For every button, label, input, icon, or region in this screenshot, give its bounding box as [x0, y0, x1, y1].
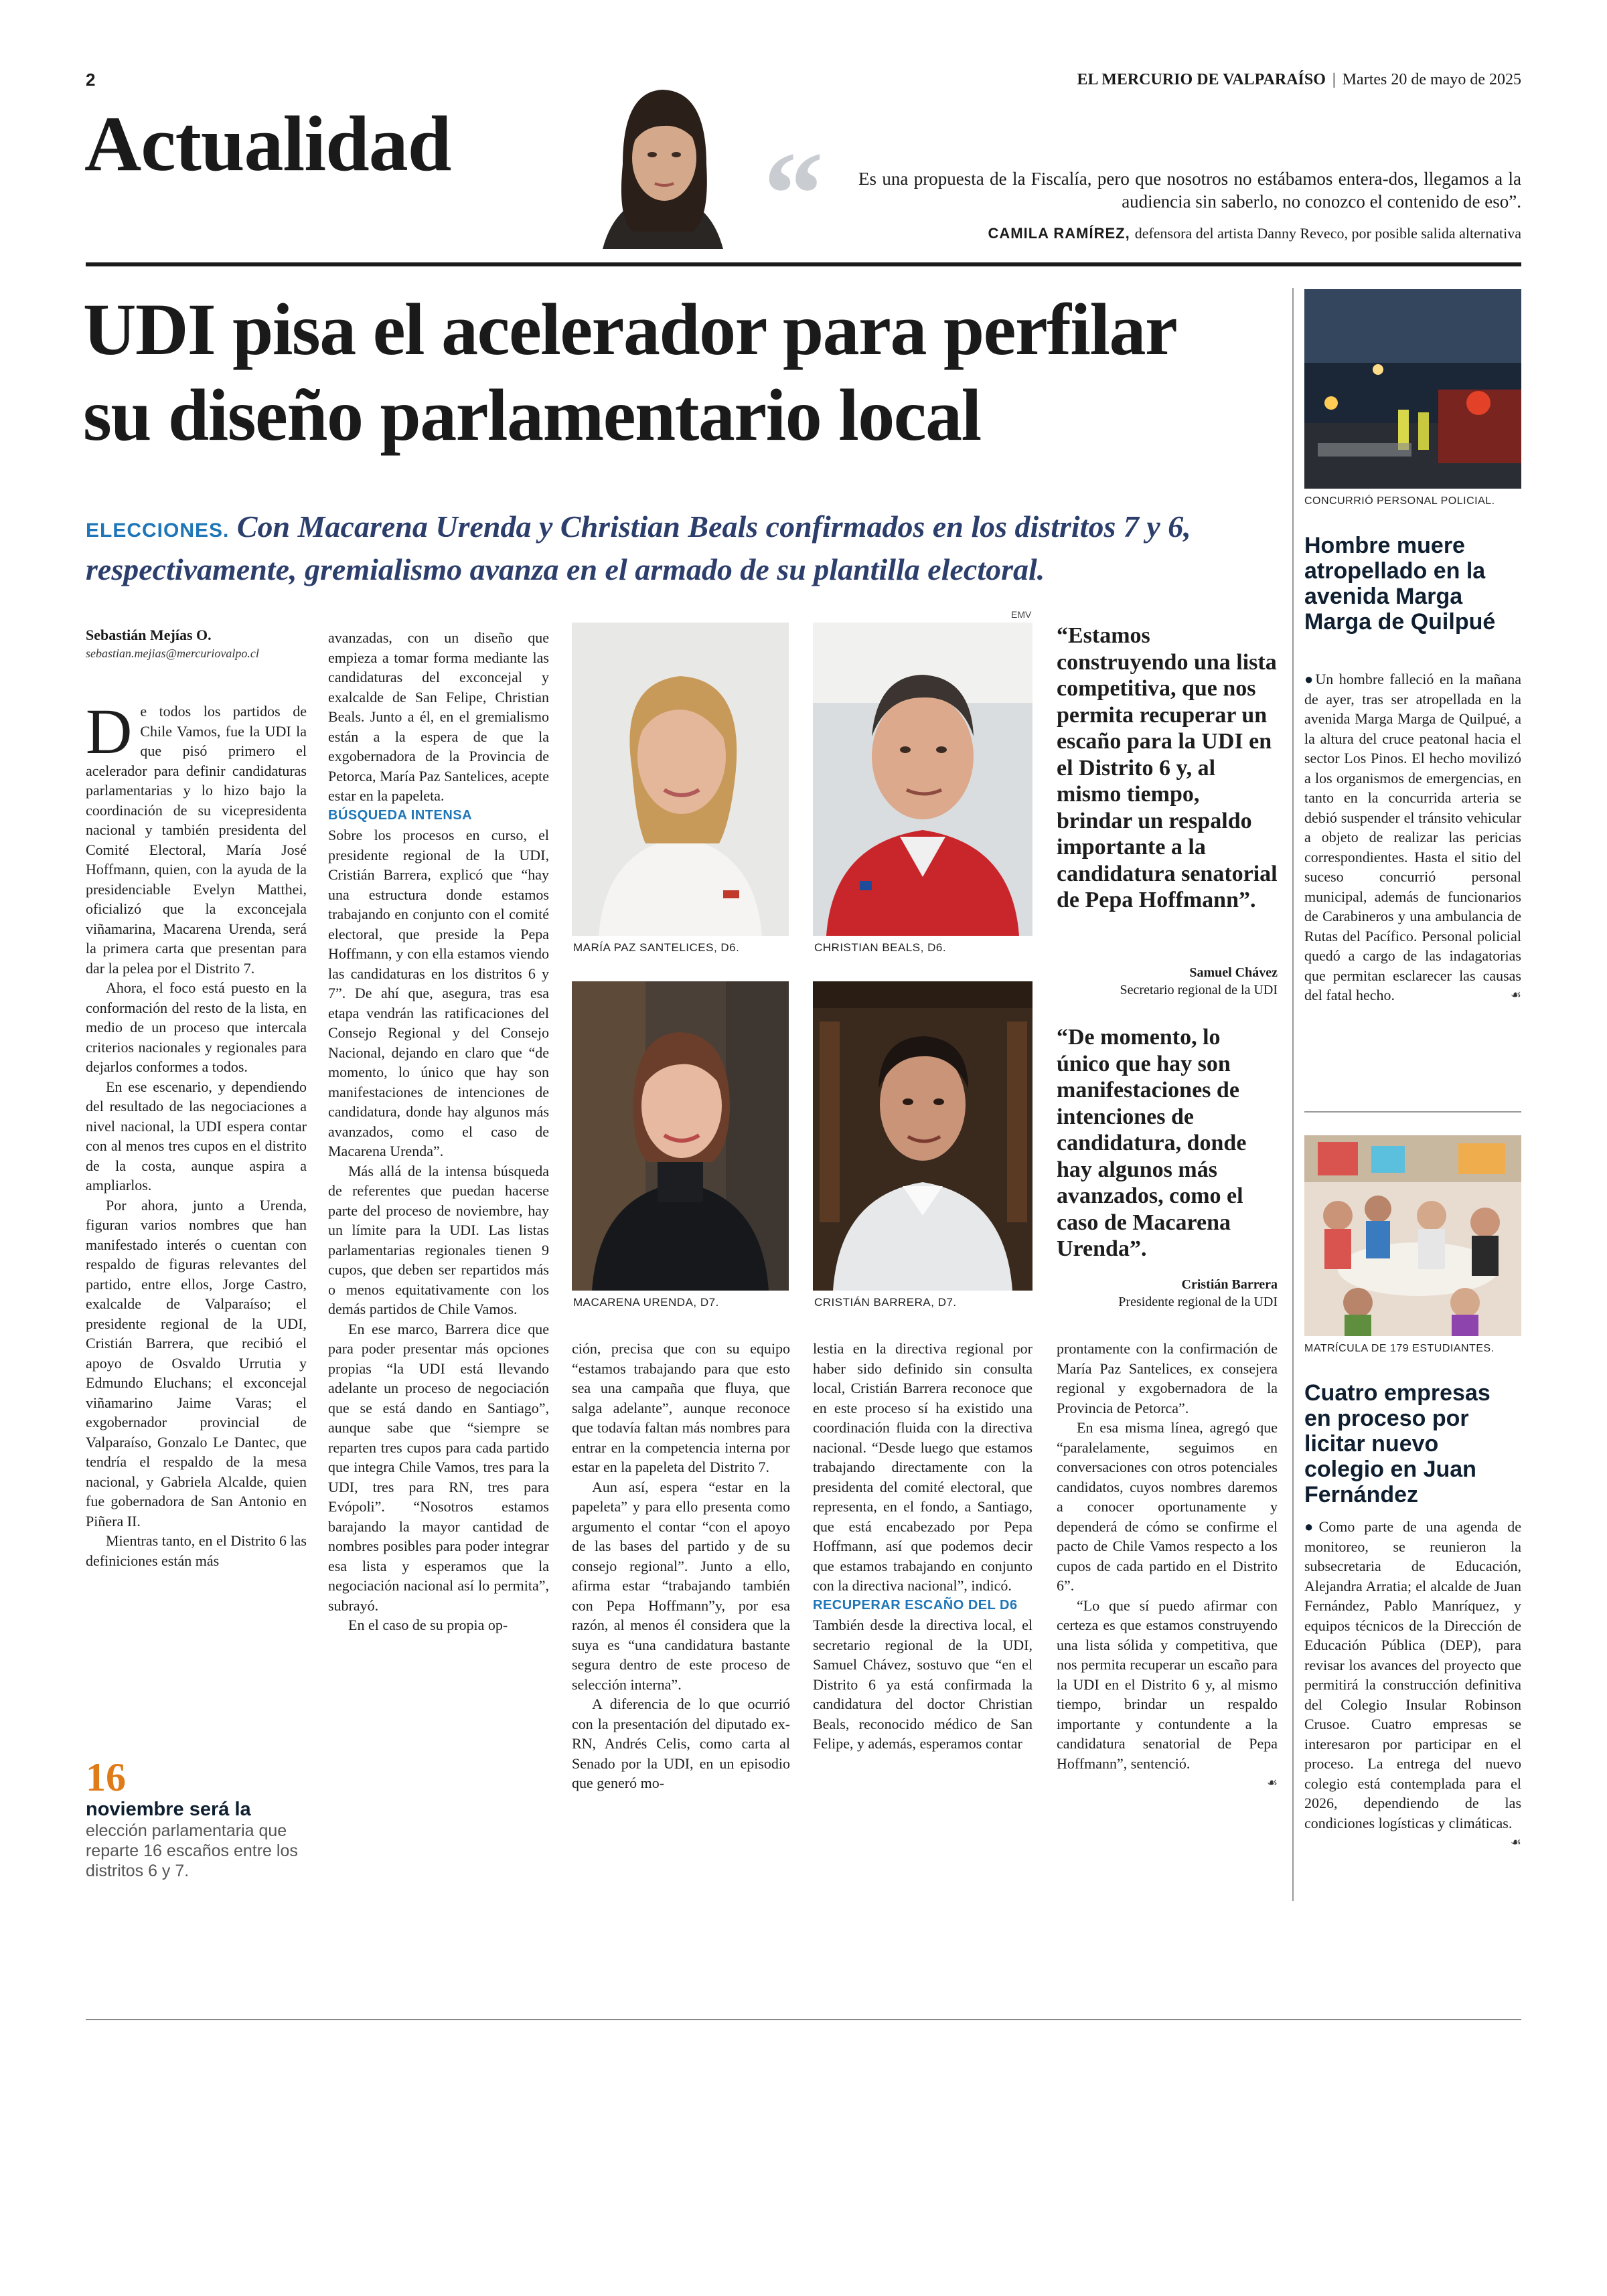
- caption-urenda: MACARENA URENDA, D7.: [573, 1296, 719, 1309]
- newspaper-name: EL MERCURIO DE VALPARAÍSO: [1077, 71, 1326, 88]
- bullet-icon: ●: [1304, 1518, 1319, 1535]
- drop-cap: D: [86, 695, 133, 767]
- paragraph: Ahora, el foco está puesto en la conformación del resto de la lista, en medio de un proceso que intercala criterios nacionales y regionales para dejarlos conformes a todos.: [86, 979, 307, 1075]
- header-portrait: [576, 64, 750, 249]
- end-mark-icon: ☙: [1510, 988, 1521, 1002]
- kicker: ELECCIONES.: [86, 519, 230, 542]
- paragraph: En el caso de su propia op-: [348, 1617, 508, 1633]
- sidebar-body-1-text: Un hombre falleció en la mañana de ayer, tras ser atropellada en la avenida Marga Marga de Quilpué, a la altura del cruce peatonal hacia el sector Los Pinos. El hecho movilizó a los organismos de emergencias, en tanto en la concurrida arteria se debió suspender el tránsito vehicular a objeto de realizar las pericias correspondientes. Hasta el sitio del suceso concurrió personal municipal, además de funcionarios de Carabineros y una ambulancia de Rutas del Pacífico. Personal policial quedó a cargo de las indagatorias que permitan esclarecer las causas del fatal hecho.: [1304, 671, 1521, 1003]
- top-quote-role: defensora del artista Danny Reveco, por posible salida alternativa: [1134, 225, 1521, 242]
- paragraph: lestia en la directiva regional por haber sido definido sin consulta local, Cristián Barrera reconoce que en este proceso sí ha existido una coordinación fluida con la directiva nacional. “Desde luego que estamos trabajando directamente con la presidenta del comité electoral, que representa, en el fondo, a Santiago, que está encabezado por Pepa Hoffmann, así que podemos decir que estamos trabajando en conjunto con la directiva nacional”, indicó.: [813, 1340, 1032, 1594]
- paragraph: En ese marco, Barrera dice que para poder presentar más opciones propias “la UDI está llevando adelante un proceso de negociación que se está dando en Santiago”, aunque sabe que “siempre se reparten tres cupos para cada partido que integra Chile Vamos, tres para la UDI, tres para RN, tres para Evópoli”. “Nosotros estamos barajando la mayor cantidad de nombres posibles para poder integrar esa lista y esperamos que la negociación nacional así lo permita”, subrayó.: [328, 1320, 549, 1614]
- factbox-title: noviembre será la: [86, 1799, 251, 1820]
- quote-mark-icon: “: [763, 127, 824, 260]
- top-quote-attribution: [988, 225, 1521, 242]
- top-quote-name: CAMILA RAMÍREZ,: [988, 225, 1130, 242]
- footer-rule: [86, 2019, 1521, 2020]
- header-rule: [86, 262, 1521, 266]
- photo-urenda: [572, 981, 789, 1291]
- paragraph: ción, precisa que con su equipo “estamos trabajando para que esto sea una campaña que fluya, que salga adelante”, aunque reconoce que todavía faltan más nombres para entrar en la competencia interna por estar en la papeleta del Distrito 7.: [572, 1340, 790, 1475]
- paragraph: Más allá de la intensa búsqueda de referentes que puedan hacerse parte del proceso de noviembre, hay un límite para la UDI. Las listas parlamentarias regionales tienen 9 cupos, que deben ser repartidos más o menos equitativamente con los demás partidos de Chile Vamos.: [328, 1162, 549, 1317]
- bullet-icon: ●: [1304, 671, 1316, 687]
- paragraph: En ese escenario, y dependiendo del resultado de las negociaciones a nivel nacional, la UDI espera contar con al menos tres cupos en el distrito de la costa, aunque aspira a ampliarlos.: [86, 1078, 307, 1194]
- quote-chavez-attribution: [1057, 964, 1278, 999]
- paragraph: e todos los partidos de Chile Vamos, fue la UDI la que pisó primero el acelerador para definir candidaturas parlamentarias y lo hizo bajo la coordinación de su vicepresidenta nacional y también presidenta del Comité Electoral, María José Hoffmann, quien, con la ayuda de la presidenciable Evelyn Matthei, oficializó que la exconcejala viñamarina, Macarena Urenda, será la primera carta que presentan para dar la pelea por el Distrito 7.: [86, 703, 307, 977]
- photo-accident: [1304, 289, 1521, 489]
- column-3: [572, 1339, 790, 1908]
- quote-chavez-name: Samuel Chávez: [1189, 965, 1278, 980]
- sidebar-headline-2: Cuatro empresas en proceso por licitar nuevo colegio en Juan Fernández: [1304, 1380, 1490, 1507]
- author-email: sebastian.mejias@mercuriovalpo.cl: [86, 647, 259, 660]
- page-number: 2: [86, 70, 96, 90]
- caption-students: MATRÍCULA DE 179 ESTUDIANTES.: [1304, 1343, 1495, 1354]
- top-quote: Es una propuesta de la Fiscalía, pero que nosotros no estábamos entera-dos, llegamos a la audiencia sin saberlo, no conozco el contenido de eso”.: [858, 169, 1521, 212]
- sidebar-headline-1: Hombre muere atropellado en la avenida Marga Marga de Quilpué: [1304, 533, 1496, 635]
- paragraph: Mientras tanto, en el Distrito 6 las definiciones están más: [86, 1532, 307, 1569]
- factbox: [86, 1756, 313, 1881]
- column-1: [86, 695, 307, 1706]
- column-5: [1057, 1339, 1278, 1908]
- article-deck: [86, 507, 1284, 589]
- sidebar-divider: [1304, 1111, 1521, 1113]
- photo-students: [1304, 1135, 1521, 1336]
- subhead-recuperar: RECUPERAR ESCAÑO DEL D6: [813, 1597, 1018, 1613]
- quote-barrera-attribution: [1057, 1276, 1278, 1311]
- factbox-text: elección parlamentaria que reparte 16 escaños entre los distritos 6 y 7.: [86, 1821, 298, 1880]
- author-name: Sebastián Mejías O.: [86, 627, 212, 643]
- sidebar-body-1: [1304, 669, 1521, 1005]
- photo-credit: EMV: [1011, 609, 1032, 620]
- quote-barrera: “De momento, lo único que hay son manifestaciones de intenciones de candidatura, donde hay algunos más avanzados, como el caso de Macarena Urenda”.: [1057, 1025, 1247, 1261]
- sidebar-rule: [1292, 288, 1294, 1901]
- byline: [86, 627, 307, 661]
- caption-accident: CONCURRIÓ PERSONAL POLICIAL.: [1304, 495, 1495, 507]
- factbox-number: 16: [86, 1755, 126, 1799]
- sidebar-body-2: [1304, 1517, 1521, 1853]
- quote-barrera-role: Presidente regional de la UDI: [1118, 1295, 1278, 1309]
- paragraph: prontamente con la confirmación de María Paz Santelices, ex consejera regional y exgobernadora de la Provincia de Petorca”.: [1057, 1340, 1278, 1416]
- quote-chavez-role: Secretario regional de la UDI: [1120, 983, 1278, 997]
- paragraph: “Lo que sí puedo afirmar con certeza es que estamos construyendo una lista sólida y competitiva, que nos permita recuperar un escaño para la UDI en el Distrito 6 y, al mismo tiempo, brindar un respaldo importante y contundente a la candidatura senatorial de Pepa Hoffmann”, sentenció.: [1057, 1596, 1278, 1772]
- paragraph: avanzadas, con un diseño que empieza a tomar forma mediante las candidaturas del exconcejal y exalcalde de San Felipe, Christian Beals. Junto a él, en el gremialismo están a la espera de que la exgobernadora de la Provincia de Petorca, María Paz Santelices, acepte estar en la papeleta.: [328, 629, 549, 804]
- paragraph: Aun así, espera “estar en la papeleta” y para ello presenta como argumento el contar “con el apoyo de las bases del partido y de su consejo regional”. Junto a ello, afirma estar “trabajando también con Pepa Hoffmann”y, por esa razón, al menos él considera que la suya es “una candidatura bastante segura dentro de este proceso de selección interna”.: [572, 1478, 790, 1693]
- paragraph: En esa misma línea, agregó que “paralelamente, seguimos en conversaciones con otros potenciales candidatos, cuyos nombres daremos a conocer oportunamente y dependerá de cómo se confirme el pacto de Chile Vamos respecto a los cupos de cada partido en el Distrito 6”.: [1057, 1419, 1278, 1594]
- section-title: Actualidad: [84, 100, 451, 187]
- issue-date: Martes 20 de mayo de 2025: [1342, 71, 1521, 88]
- paragraph: Por ahora, junto a Urenda, figuran varios nombres que han manifestado interés o cuentan con respaldo de figuras relevantes del partido, entre ellos, Jorge Castro, exalcalde de Valparaíso; el presidente regional de la UDI, Cristián Barrera, que recibió el apoyo de Osvaldo Urrutia y Edmundo Eluchans; el exconcejal viñamarino Jaime Varas; el exgobernador provincial de Valparaíso, Gonzalo Le Dantec, que tendría el respaldo de la mesa nacional, y Gabriela Alcalde, quien fue gobernadora de San Antonio en Piñera II.: [86, 1196, 307, 1530]
- photo-santelices: [572, 623, 789, 936]
- column-2: [328, 628, 549, 1900]
- end-mark-icon: ☙: [1510, 1835, 1521, 1850]
- paragraph: Sobre los procesos en curso, el presidente regional de la UDI, Cristián Barrera, explicó que “hay una estructura donde estamos trabajando en conjunto con el comité electoral, que preside la Pepa Hoffmann, y con ella estamos viendo las candidaturas en los distritos 6 y 7”. De ahí que, asegura, tras esa etapa vendrán las ratificaciones del Consejo Regional y del Consejo Nacional, dejando en claro que “de momento, lo único que hay son manifestaciones de intenciones de candidatura, donde hay algunos más avanzados, como el caso de Macarena Urenda”.: [328, 827, 549, 1159]
- quote-barrera-name: Cristián Barrera: [1181, 1277, 1278, 1292]
- caption-santelices: MARÍA PAZ SANTELICES, D6.: [573, 941, 740, 954]
- sidebar-body-2-text: Como parte de una agenda de monitoreo, se reunieron la subsecretaria de Educación, Alejandra Arratia; el alcalde de Juan Fernández, Pablo Manríquez, y equipos técnicos de la Dirección de Educación Pública (DEP), para revisar los avances del proyecto que permitirá la construcción definitiva del Colegio Insular Robinson Crusoe. Cuatro empresas se interesaron por participar en el proceso. La entrega del nuevo colegio está contemplada para el 2026, dependiendo de las condiciones logísticas y climáticas.: [1304, 1518, 1522, 1831]
- photo-beals: [813, 623, 1032, 936]
- masthead-line: EL MERCURIO DE VALPARAÍSO | Martes 20 de mayo de 2025: [1077, 71, 1521, 88]
- end-mark-icon: ☙: [1266, 1776, 1278, 1790]
- column-4: [813, 1339, 1032, 1908]
- caption-barrera: CRISTIÁN BARRERA, D7.: [814, 1296, 957, 1309]
- paragraph: A diferencia de lo que ocurrió con la presentación del diputado ex-RN, Andrés Celis, como carta al Senado por la UDI, en un episodio que generó mo-: [572, 1696, 790, 1791]
- caption-beals: CHRISTIAN BEALS, D6.: [814, 941, 947, 954]
- headline-line-1: UDI pisa el acelerador para perfilar: [83, 289, 1177, 370]
- article-headline: [83, 286, 1302, 458]
- photo-barrera: [813, 981, 1032, 1291]
- paragraph: También desde la directiva local, el secretario regional de la UDI, Samuel Chávez, sostuvo que “en el Distrito 6 ya está confirmada la candidatura del doctor Christian Beals, reconocido médico de San Felipe, y además, esperamos contar: [813, 1617, 1032, 1752]
- subhead-busqueda: BÚSQUEDA INTENSA: [328, 807, 473, 823]
- headline-line-2: su diseño parlamentario local: [83, 374, 981, 456]
- quote-chavez: “Estamos construyendo una lista competitiva, que nos permita recuperar un escaño para la UDI en el Distrito 6 y, al mismo tiempo, brindar un respaldo importante a la candidatura senatorial de Pepa Hoffmann”.: [1057, 623, 1278, 912]
- deck-text: Con Macarena Urenda y Christian Beals confirmados en los distritos 7 y 6, respectivamente, gremialismo avanza en el armado de su plantilla electoral.: [86, 509, 1191, 586]
